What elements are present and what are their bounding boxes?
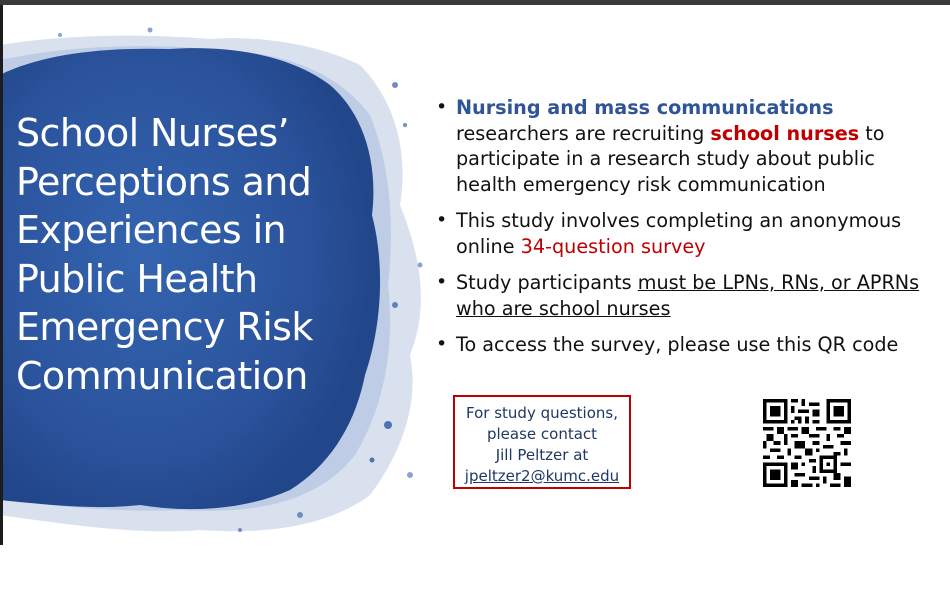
bullet-icon: • (436, 333, 448, 355)
contact-box (453, 395, 631, 489)
bullet-item (436, 95, 936, 197)
slide (0, 5, 950, 545)
contact-line: For study questions, (466, 404, 618, 422)
bullet-text: Nursing and mass communications (456, 96, 834, 119)
contact-line: please contact (486, 425, 598, 443)
qr-code-icon[interactable] (763, 399, 851, 487)
slide-title: School Nurses’ Perceptions and Experiences in Public Health Emergency Risk Communication (16, 111, 313, 398)
bullet-text: Study participants (456, 271, 638, 294)
bullet-text: to participate in a research study about public health emergency risk communication (456, 121, 885, 196)
bullet-icon: • (436, 96, 448, 118)
bullet-item (436, 208, 936, 259)
contact-email-link[interactable]: jpeltzer2@kumc.edu (464, 467, 620, 485)
bullet-text: This study involves completing an anonymous online (456, 209, 902, 258)
bullet-icon: • (436, 209, 448, 231)
bullet-icon: • (436, 271, 448, 293)
bullet-text: To access the survey, please use this QR code (456, 333, 899, 356)
bullet-item (436, 270, 936, 321)
viewer-left-edge (0, 5, 3, 545)
blank-area (0, 545, 950, 608)
bullet-text: must be LPNs, RNs, or APRNs who are school nurses (456, 271, 920, 320)
bullet-text: school nurses (710, 121, 860, 145)
bullet-list (436, 95, 936, 369)
contact-line: Jill Peltzer at (495, 446, 589, 464)
bullet-text: 34-question survey (520, 234, 706, 258)
bullet-text: researchers are recruiting (456, 121, 711, 145)
bullet-item (436, 332, 936, 358)
